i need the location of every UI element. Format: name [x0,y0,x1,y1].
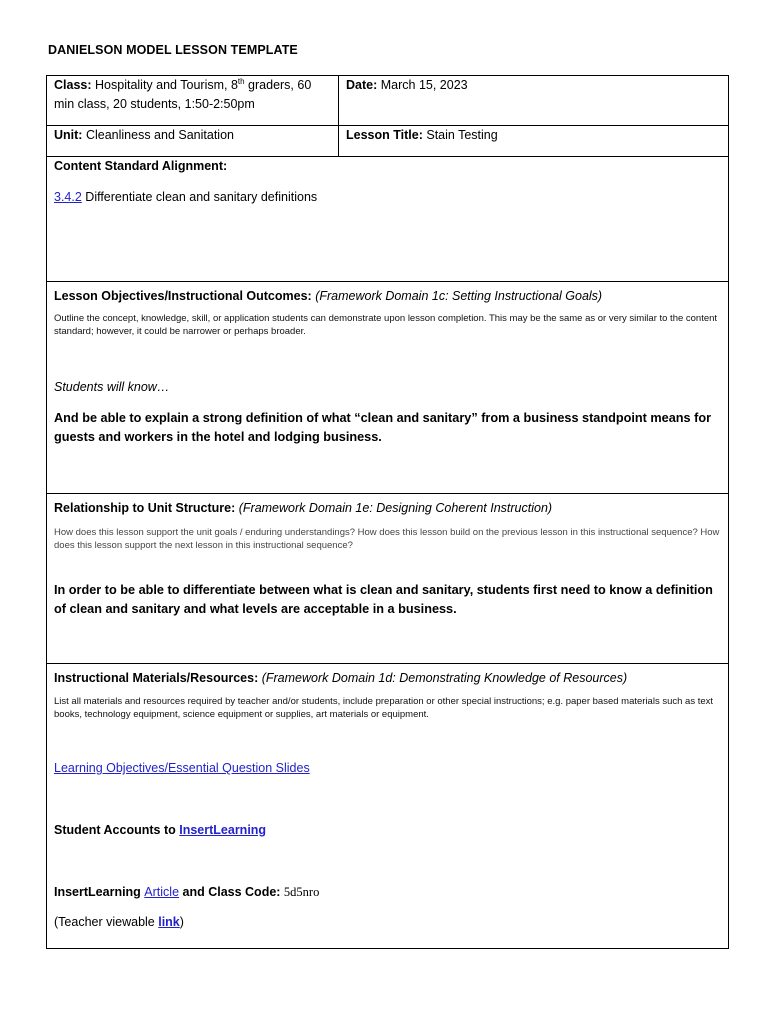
teacher-suffix: ) [179,915,184,929]
relationship-guide: How does this lesson support the unit goals / enduring understandings? How does this lesson build on the previous lesson in this instructional sequence? How does this lesson support the next lesson in this instructional sequence? [54,527,720,551]
insertlearning-link[interactable]: InsertLearning [179,823,267,837]
materials-domain: (Framework Domain 1d: Demonstrating Knowledge of Resources) [261,671,628,685]
relationship-heading: Relationship to Unit Structure: [54,501,236,515]
teacher-prefix: (Teacher viewable [54,915,159,929]
lesson-title-value: Stain Testing [426,128,498,142]
relationship-heading-line [54,499,721,518]
relationship-row [47,494,729,664]
date-cell [339,76,729,126]
class-cell [47,76,339,126]
il-prefix: InsertLearning [54,885,145,899]
content-standard-cell [47,157,729,282]
teacher-link[interactable]: link [158,915,180,929]
lesson-title-label: Lesson Title: [346,128,423,142]
standard-code-link[interactable]: 3.4.2 [54,190,82,204]
objectives-heading: Lesson Objectives/Instructional Outcomes: [54,289,312,303]
content-standard-line [54,188,721,207]
lesson-template-table [46,75,729,949]
materials-guide: List all materials and resources required by teacher and/or students, include preparation or other special instructions; e.g. paper based materials such as text books, technology equipment, science equipment or supplies, art materials or equipment. [54,696,714,720]
objective-text: And be able to explain a strong definition of what “clean and sanitary” from a business standpoint means for guests and workers in the hotel and lodging business. [54,411,712,444]
teacher-link-line [54,913,721,932]
content-standard-row [47,157,729,282]
insertlearning-line [54,883,721,902]
relationship-text: In order to be able to differentiate between what is clean and sanitary, students first need to know a definition of clean and sanitary and what levels are acceptable in a business. [54,583,713,616]
slides-link[interactable]: Learning Objectives/Essential Question Slides [54,761,310,775]
materials-cell [47,664,729,949]
standard-text: Differentiate clean and sanitary definitions [81,190,318,204]
materials-heading: Instructional Materials/Resources: [54,671,259,685]
date-value: March 15, 2023 [380,78,468,92]
objectives-heading-line [54,287,721,306]
unit-cell [47,126,339,157]
header-row-class-date [47,76,729,126]
date-label: Date: [346,78,378,92]
students-will-know: Students will know… [54,380,170,394]
class-value: Hospitality and Tourism, 8th graders, 60 [95,76,312,92]
accounts-prefix: Student Accounts to [54,823,180,837]
materials-heading-line [54,669,721,688]
document-title: DANIELSON MODEL LESSON TEMPLATE [48,43,298,57]
objectives-guide: Outline the concept, knowledge, skill, or application students can demonstrate upon lesson completion. This may be the same as or very similar to the content standard; however, it could be narrower or perhaps broader. [54,313,718,337]
unit-label: Unit: [54,128,83,142]
article-link[interactable]: Article [144,885,180,899]
relationship-cell [47,494,729,664]
relationship-domain: (Framework Domain 1e: Designing Coherent Instruction) [238,501,553,515]
materials-row [47,664,729,949]
il-middle: and Class Code: [179,885,284,899]
class-label: Class: [54,78,92,92]
lesson-title-cell [339,126,729,157]
objectives-row [47,282,729,494]
accounts-line [54,821,721,840]
content-standard-heading: Content Standard Alignment: [54,159,228,173]
class-code: 5d5nro [283,885,320,899]
header-row-unit-title [47,126,729,157]
unit-value: Cleanliness and Sanitation [85,128,234,142]
objectives-cell [47,282,729,494]
slides-line [54,759,721,778]
class-value-line2: min class, 20 students, 1:50-2:50pm [54,97,255,111]
objectives-domain: (Framework Domain 1c: Setting Instructional Goals) [315,289,603,303]
